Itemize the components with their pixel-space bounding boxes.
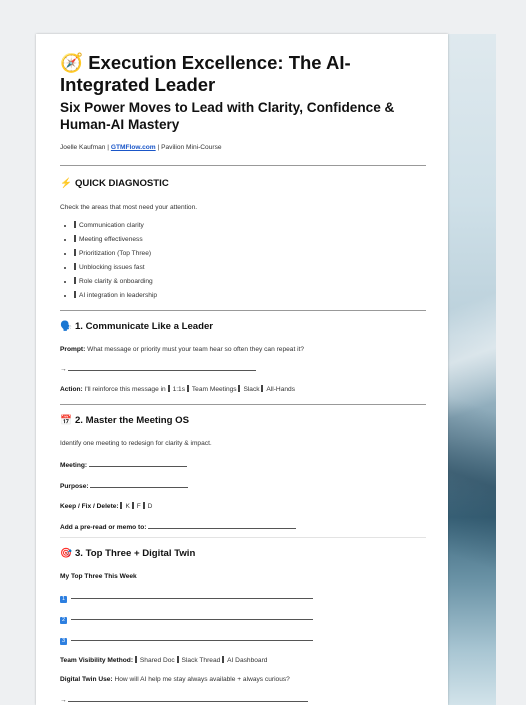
checklist-item[interactable] bbox=[74, 263, 426, 272]
checklist-item[interactable] bbox=[74, 235, 426, 244]
checkbox[interactable] bbox=[261, 385, 263, 392]
meeting-label: Meeting: bbox=[60, 462, 88, 469]
document-content bbox=[60, 52, 426, 151]
digital-twin-line bbox=[60, 676, 426, 684]
checklist-item[interactable] bbox=[74, 249, 426, 258]
option-label: 1:1s bbox=[172, 386, 186, 393]
checkbox[interactable] bbox=[74, 277, 76, 284]
divider bbox=[60, 537, 426, 538]
option-label: Slack bbox=[243, 386, 260, 393]
checkbox[interactable] bbox=[168, 385, 170, 392]
checklist-item[interactable] bbox=[74, 221, 426, 230]
top-three-item bbox=[60, 592, 426, 603]
divider bbox=[60, 165, 426, 166]
answer-field[interactable] bbox=[68, 695, 308, 702]
checklist-item-label: Unblocking issues fast bbox=[79, 264, 145, 271]
answer-field[interactable] bbox=[68, 364, 256, 371]
course-name: Pavilion Mini-Course bbox=[161, 144, 222, 151]
visibility-label: Team Visibility Method: bbox=[60, 657, 134, 664]
preread-field[interactable] bbox=[148, 522, 296, 529]
checkbox[interactable] bbox=[177, 656, 179, 663]
checkbox[interactable] bbox=[143, 502, 145, 509]
checkbox[interactable] bbox=[74, 249, 76, 256]
kfd-line bbox=[60, 502, 426, 511]
top-three-item bbox=[60, 634, 426, 645]
section-heading-text: 2. Master the Meeting OS bbox=[74, 415, 190, 426]
preread-label: Add a pre-read or memo to: bbox=[60, 524, 147, 531]
top-three-label: My Top Three This Week bbox=[60, 573, 137, 580]
background-photo bbox=[448, 34, 496, 705]
prompt-text: What message or priority must your team hear so often they can repeat it? bbox=[87, 346, 305, 353]
checklist-item-label: Role clarity & onboarding bbox=[79, 278, 153, 285]
section-heading-text: 3. Top Three + Digital Twin bbox=[74, 548, 196, 559]
meeting-line bbox=[60, 460, 426, 470]
top-three-field[interactable] bbox=[71, 613, 313, 620]
page-title bbox=[60, 52, 426, 96]
meeting-field[interactable] bbox=[89, 460, 187, 467]
purpose-line bbox=[60, 481, 426, 491]
compass-icon: 🧭 bbox=[60, 52, 84, 73]
option-label: Team Meetings bbox=[191, 386, 237, 393]
preread-line bbox=[60, 522, 426, 532]
option-label: K bbox=[125, 503, 130, 510]
checkbox[interactable] bbox=[74, 221, 76, 228]
checkbox[interactable] bbox=[222, 656, 224, 663]
prompt-label: Prompt: bbox=[60, 346, 86, 353]
arrow-icon: → bbox=[60, 366, 67, 373]
number-badge: 1 bbox=[61, 596, 66, 602]
checklist-item-label: Communication clarity bbox=[79, 222, 144, 229]
checklist-item-label: Meeting effectiveness bbox=[79, 236, 143, 243]
option-label: Slack Thread bbox=[181, 657, 221, 664]
option-label: D bbox=[147, 503, 153, 510]
action-line bbox=[60, 385, 426, 394]
byline-separator: | bbox=[107, 144, 110, 151]
checkbox[interactable] bbox=[120, 502, 122, 509]
answer-line bbox=[60, 364, 426, 374]
checkbox[interactable] bbox=[238, 385, 240, 392]
checklist-item-label: AI integration in leadership bbox=[79, 292, 158, 299]
checkbox[interactable] bbox=[132, 502, 134, 509]
checklist-item[interactable] bbox=[74, 291, 426, 300]
checkbox[interactable] bbox=[74, 291, 76, 298]
author: Joelle Kaufman bbox=[60, 144, 106, 151]
purpose-field[interactable] bbox=[90, 481, 188, 488]
purpose-label: Purpose: bbox=[60, 483, 89, 490]
visibility-line bbox=[60, 656, 426, 665]
top-three-field[interactable] bbox=[71, 634, 313, 641]
twin-label: Digital Twin Use: bbox=[60, 676, 113, 683]
checklist-item[interactable] bbox=[74, 277, 426, 286]
section-heading-text: 1. Communicate Like a Leader bbox=[74, 321, 214, 332]
section-heading bbox=[60, 548, 426, 559]
meeting-intro: Identify one meeting to redesign for clarity & impact. bbox=[60, 440, 212, 447]
speech-head-icon: 🗣️ bbox=[60, 321, 72, 332]
gtmflow-link[interactable]: GTMFlow.com bbox=[110, 144, 156, 151]
diagnostic-checklist bbox=[60, 221, 426, 300]
calendar-icon: 📅 bbox=[60, 415, 72, 426]
checkbox[interactable] bbox=[74, 263, 76, 270]
option-label: F bbox=[136, 503, 141, 510]
divider bbox=[60, 310, 426, 311]
checkbox[interactable] bbox=[135, 656, 137, 663]
prompt-line bbox=[60, 346, 426, 354]
section-heading-text: QUICK DIAGNOSTIC bbox=[74, 178, 169, 189]
section-heading bbox=[60, 178, 426, 189]
document-page bbox=[36, 34, 448, 705]
number-badge: 2 bbox=[61, 617, 66, 623]
byline-separator: | bbox=[157, 144, 160, 151]
checkbox[interactable] bbox=[187, 385, 189, 392]
target-icon: 🎯 bbox=[60, 548, 72, 559]
top-three-item bbox=[60, 613, 426, 624]
lightning-icon: ⚡ bbox=[60, 178, 72, 189]
section-top-three bbox=[60, 548, 426, 705]
top-three-field[interactable] bbox=[71, 592, 313, 599]
kfd-label: Keep / Fix / Delete: bbox=[60, 503, 119, 510]
section-meeting-os bbox=[60, 415, 426, 532]
option-label: AI Dashboard bbox=[227, 657, 268, 664]
arrow-icon: → bbox=[60, 697, 67, 704]
section-heading bbox=[60, 415, 426, 426]
diagnostic-intro: Check the areas that most need your attention. bbox=[60, 204, 198, 211]
divider bbox=[60, 404, 426, 405]
option-label: All-Hands bbox=[266, 386, 295, 393]
twin-text: How will AI help me stay always available + always curious? bbox=[114, 676, 290, 683]
checkbox[interactable] bbox=[74, 235, 76, 242]
action-text: I'll reinforce this message in bbox=[84, 386, 166, 393]
title-text: Execution Excellence: The AI-Integrated Leader bbox=[60, 52, 351, 95]
page-subtitle: Six Power Moves to Lead with Clarity, Confidence & Human-AI Mastery bbox=[60, 100, 395, 132]
action-label: Action: bbox=[60, 386, 83, 393]
number-badge: 3 bbox=[61, 638, 66, 644]
section-communicate bbox=[60, 321, 426, 394]
diagnostic-section bbox=[60, 178, 426, 305]
byline bbox=[60, 144, 426, 151]
section-heading bbox=[60, 321, 426, 332]
option-label: Shared Doc bbox=[139, 657, 175, 664]
answer-line bbox=[60, 695, 426, 705]
checklist-item-label: Prioritization (Top Three) bbox=[79, 250, 152, 257]
